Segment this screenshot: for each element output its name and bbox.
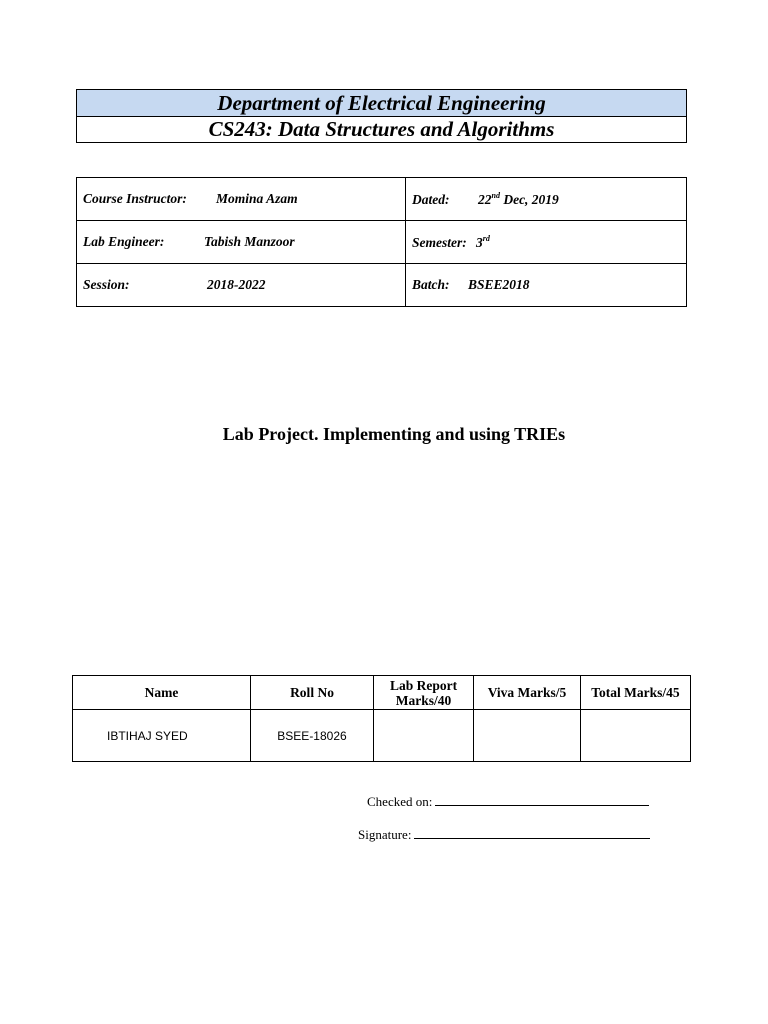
department-title: Department of Electrical Engineering <box>76 89 687 117</box>
info-row-session <box>77 264 687 307</box>
header-lab-report-line2: Marks/40 <box>395 692 452 708</box>
cell-name: IBTIHAJ SYED <box>73 710 251 762</box>
dated-label: Dated: <box>412 191 450 207</box>
marks-table <box>72 675 691 762</box>
instructor-value: Momina Azam <box>216 191 298 206</box>
batch-label: Batch: <box>412 277 450 292</box>
info-row-instructor <box>77 178 687 221</box>
header-lab-report-line1: Lab Report <box>389 677 458 693</box>
checked-on-rule <box>435 804 649 806</box>
signature-rule <box>414 837 650 839</box>
dated-rest: Dec, 2019 <box>499 191 559 207</box>
cell-lab-report <box>374 710 474 762</box>
header-name: Name <box>73 676 251 710</box>
session-label: Session: <box>83 277 130 292</box>
checked-on-line <box>367 794 649 810</box>
semester-value: 3 <box>476 234 483 250</box>
cell-viva <box>474 710 581 762</box>
table-row <box>73 710 691 762</box>
engineer-value: Tabish Manzoor <box>204 234 295 249</box>
semester-suffix: rd <box>482 233 490 243</box>
project-title: Lab Project. Implementing and using TRIEs <box>222 424 566 444</box>
cell-roll-no: BSEE-18026 <box>251 710 374 762</box>
header-total: Total Marks/45 <box>581 676 691 710</box>
dated-cell <box>406 178 687 221</box>
dated-suffix: nd <box>491 190 500 200</box>
dated-day: 22 <box>478 191 492 207</box>
semester-label: Semester: <box>412 234 467 250</box>
header-roll-no: Roll No <box>251 676 374 710</box>
marks-header-row <box>73 676 691 710</box>
instructor-label: Course Instructor: <box>83 191 187 206</box>
course-title: CS243: Data Structures and Algorithms <box>76 116 687 143</box>
instructor-cell <box>77 178 406 221</box>
header-lab-report <box>374 676 474 710</box>
engineer-label: Lab Engineer: <box>83 234 165 249</box>
batch-cell <box>406 264 687 307</box>
semester-cell <box>406 221 687 264</box>
course-info-table <box>76 177 687 307</box>
info-row-engineer <box>77 221 687 264</box>
signature-label: Signature: <box>358 827 412 842</box>
session-cell <box>77 264 406 307</box>
header-viva: Viva Marks/5 <box>474 676 581 710</box>
session-value: 2018-2022 <box>207 277 266 292</box>
cell-total <box>581 710 691 762</box>
engineer-cell <box>77 221 406 264</box>
batch-value: BSEE2018 <box>468 277 530 292</box>
checked-on-label: Checked on: <box>367 794 433 809</box>
signature-line <box>358 827 650 843</box>
